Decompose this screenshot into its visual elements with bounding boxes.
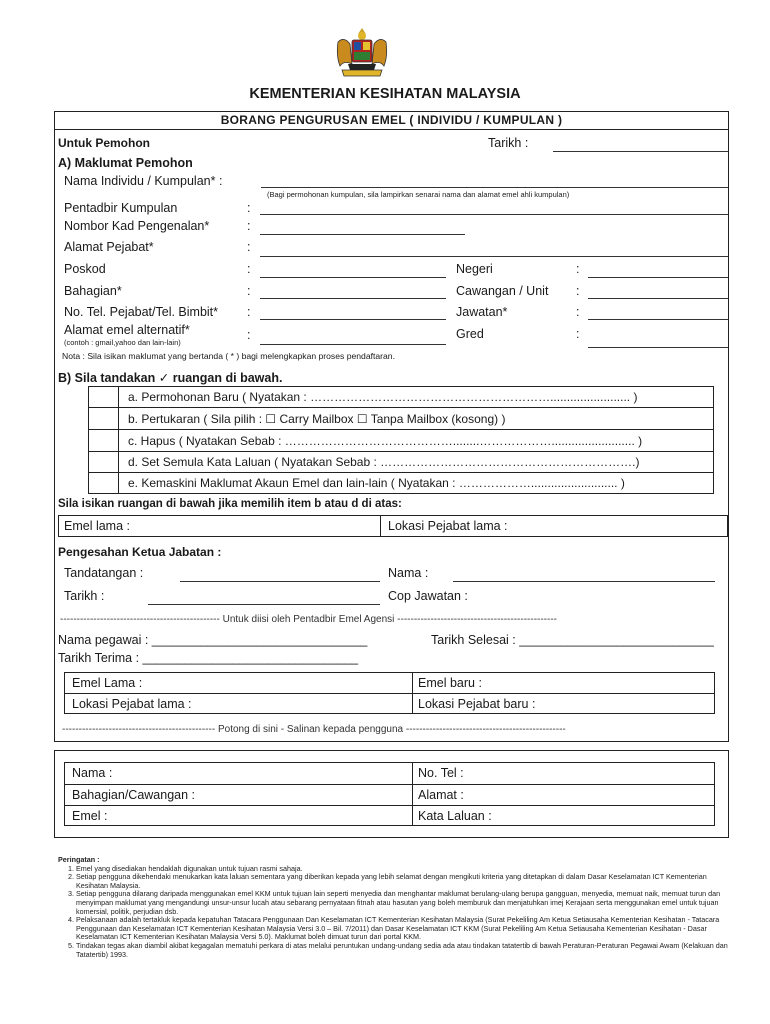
hod-name-field[interactable]: [453, 581, 715, 582]
reminder-notes: [58, 856, 730, 959]
hod-name-label: Nama :: [388, 566, 429, 580]
stamp-label: Cop Jawatan :: [388, 589, 468, 603]
admin-divider: ------------------------------------------------ Untuk diisi oleh Pentadbir Emel Agensi ------------------------------------------------: [60, 614, 558, 625]
option-d-reset-password: d. Set Semula Kata Laluan ( Nyatakan Sebab : ……………………………………………………….): [128, 455, 640, 469]
colon: :: [247, 305, 251, 319]
note-item: 1. Emel yang disediakan hendaklah digunakan untuk tujuan rasmi sahaja.: [76, 865, 730, 874]
form-title: BORANG PENGURUSAN EMEL ( INDIVIDU / KUMPULAN ): [54, 111, 729, 130]
name-field[interactable]: [261, 187, 728, 188]
option-a-checkbox[interactable]: [89, 387, 118, 407]
colon: :: [247, 240, 251, 254]
date-label: Tarikh :: [488, 136, 529, 150]
section-a-title: A) Maklumat Pemohon: [58, 156, 193, 170]
position-field[interactable]: [588, 319, 728, 320]
branch-label: Cawangan / Unit: [456, 284, 549, 298]
option-a-new-application: a. Permohonan Baru ( Nyatakan : ……………………………………………………........................ ): [128, 390, 638, 404]
notes-title: Peringatan :: [58, 855, 100, 864]
ic-field[interactable]: [260, 234, 465, 235]
address-label: Alamat Pejabat*: [64, 240, 154, 254]
note-item: 5. Tindakan tegas akan diambil akibat kegagalan mematuhi perkara di atas melalui peruntukan undang-undang sedia ada atau tindakan tatatertib di bawah Peraturan-Peraturan Pegawai Awam (Kelakuan dan Tatatertib) 1993.: [76, 942, 730, 959]
postcode-field[interactable]: [260, 277, 446, 278]
postcode-label: Poskod: [64, 262, 106, 276]
checkbox-column-divider: [118, 386, 119, 494]
officer-name-label: Nama pegawai : _______________________________: [58, 633, 368, 647]
date-field[interactable]: [553, 151, 728, 152]
b-d-section-title: Sila isikan ruangan di bawah jika memilih item b atau d di atas:: [58, 498, 402, 510]
option-e-update-account: e. Kemaskini Maklumat Akaun Emel dan lain-lain ( Nyatakan : ……………….......................... ): [128, 476, 625, 490]
state-field[interactable]: [588, 277, 728, 278]
user-email-label: Emel :: [72, 809, 108, 823]
grade-field[interactable]: [588, 347, 728, 348]
old-office-label: Lokasi Pejabat lama :: [388, 519, 508, 533]
section-b-title: B) Sila tandakan ✓ ruangan di bawah.: [58, 371, 283, 385]
hod-date-label: Tarikh :: [64, 589, 105, 603]
option-e-checkbox[interactable]: [89, 473, 118, 493]
branch-field[interactable]: [588, 298, 728, 299]
admin-old-email-label: Emel Lama :: [72, 676, 143, 690]
ministry-name: KEMENTERIAN KESIHATAN MALAYSIA: [249, 86, 521, 102]
option-c-delete: c. Hapus ( Nyatakan Sebab : ……………………………………........………………......................... ): [128, 434, 643, 448]
user-password-label: Kata Laluan :: [418, 809, 492, 823]
colon: :: [247, 284, 251, 298]
address-field[interactable]: [260, 256, 728, 257]
colon: :: [247, 201, 251, 215]
received-date-label: Tarikh Terima : _______________________________: [58, 651, 359, 665]
user-name-label: Nama :: [72, 766, 113, 780]
colon: :: [576, 327, 580, 341]
option-c-checkbox[interactable]: [89, 430, 118, 451]
note-item: 2. Setiap pengguna dikehendaki menukarkan kata laluan sementara yang diberikan kepada yang lebih selamat dengan mengikuti kriteria yang ditetapkan di dalam Dasar Keselamatan ICT Kementerian Kesihatan Malaysia.: [76, 873, 730, 890]
admin-new-office-label: Lokasi Pejabat baru :: [418, 697, 536, 711]
cut-line: ---------------------------------------------- Potong di sini - Salinan kepada pengguna ------------------------------------------------: [62, 724, 566, 735]
group-note: (Bagi permohonan kumpulan, sila lampirkan senarai nama dan alamat emel ahli kumpulan): [267, 190, 570, 199]
colon: :: [247, 328, 251, 342]
admin-new-email-label: Emel baru :: [418, 676, 482, 690]
old-email-label: Emel lama :: [64, 519, 130, 533]
malaysia-crest-logo: [330, 26, 394, 82]
user-address-label: Alamat :: [418, 788, 464, 802]
colon: :: [576, 305, 580, 319]
user-phone-label: No. Tel :: [418, 766, 464, 780]
option-b-transfer: b. Pertukaran ( Sila pilih : ☐ Carry Mailbox ☐ Tanpa Mailbox (kosong) ): [128, 412, 506, 426]
check-mark-icon: ✓: [158, 371, 170, 385]
alt-email-example: (contoh : gmail,yahoo dan lain-lain): [64, 338, 181, 347]
position-label: Jawatan*: [456, 305, 508, 319]
colon: :: [576, 284, 580, 298]
note-item: 3. Setiap pengguna dilarang daripada menggunakan emel KKM untuk tujuan lain seperti menyedia dan menghantar maklumat berulang-ulang berupa gangguan, menyedia, memuat naik, memuat turun dan menyimpan maklumat yang mengandungi unsur-unsur lucah atau sebarang pernyataan fitnah atau hasutan yang boleh memburuk dan menjatuhkan imej Kerajaan serta menggunakan emel untuk tujuan komersial, politik, perjudian dsb.: [76, 890, 730, 916]
hod-title: Pengesahan Ketua Jabatan :: [58, 545, 222, 559]
alt-email-label: Alamat emel alternatif*: [64, 323, 190, 337]
colon: :: [576, 262, 580, 276]
option-b-checkbox[interactable]: [89, 408, 118, 429]
division-field[interactable]: [260, 298, 446, 299]
user-division-label: Bahagian/Cawangan :: [72, 788, 196, 802]
grade-label: Gred: [456, 327, 484, 341]
applicant-section-title: Untuk Pemohon: [58, 136, 150, 150]
state-label: Negeri: [456, 262, 493, 276]
hod-date-field[interactable]: [148, 604, 380, 605]
admin-label: Pentadbir Kumpulan: [64, 201, 178, 215]
signature-label: Tandatangan :: [64, 566, 144, 580]
option-d-checkbox[interactable]: [89, 452, 118, 472]
phone-field[interactable]: [260, 319, 446, 320]
division-label: Bahagian*: [64, 284, 122, 298]
note-item: 4. Pelaksanaan adalah tertakluk kepada kepatuhan Tatacara Penggunaan Dan Keselamatan ICT Kementerian Kesihatan Malaysia (Surat Pekeliling Am Ketua Setiausaha Kementerian Kesihatan - Tatacara Penggunaan dan Keselamatan ICT Kementerian Kesihatan Malaysia Versi 3.0 – Bil. 7/2011) dan Dasar Keselamatan ICT KKM (Surat Pekeliling Am Ketua Setiausaha Kementerian Kesihatan - Dasar Keselamatan ICT Kementerian Kesihatan Malaysia Versi 5.0). Maklumat boleh dimuat turun dari portal KKM.: [76, 916, 730, 942]
name-label: Nama Individu / Kumpulan* :: [64, 174, 223, 188]
alt-email-field[interactable]: [260, 344, 446, 345]
signature-field[interactable]: [180, 581, 380, 582]
completed-date-label: Tarikh Selesai : ____________________________: [431, 633, 714, 647]
admin-old-office-label: Lokasi Pejabat lama :: [72, 697, 192, 711]
admin-field[interactable]: [260, 214, 728, 215]
colon: :: [247, 219, 251, 233]
ic-label: Nombor Kad Pengenalan*: [64, 219, 210, 233]
required-note: Nota : Sila isikan maklumat yang bertanda ( * ) bagi melengkapkan proses pendaftaran.: [62, 351, 395, 361]
colon: :: [247, 262, 251, 276]
phone-label: No. Tel. Pejabat/Tel. Bimbit*: [64, 305, 219, 319]
